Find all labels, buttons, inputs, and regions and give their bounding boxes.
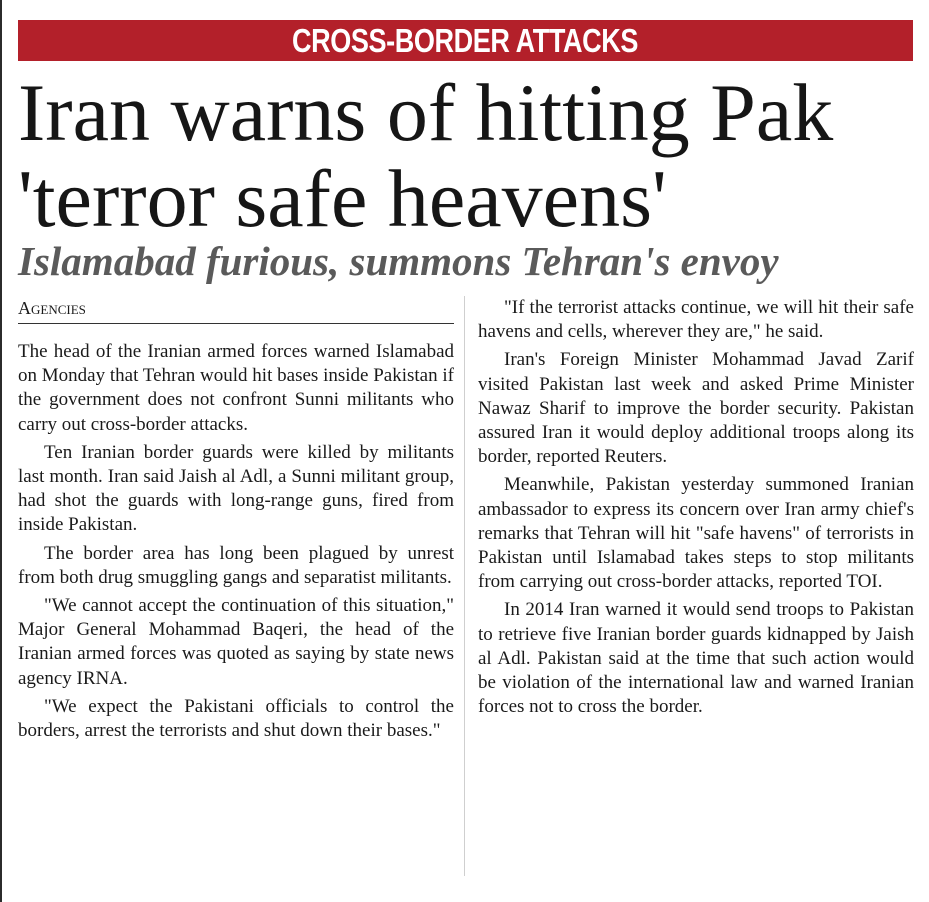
article-column-left (18, 340, 454, 747)
page-edge-rule (0, 0, 2, 902)
headline-line-1: Iran warns of hitting Pak (18, 67, 834, 158)
subheadline: Islamabad furious, summons Tehran's envoy (18, 238, 779, 284)
paragraph: The border area has long been plagued by unrest from both drug smuggling gangs and separatist militants. (18, 542, 454, 588)
headline-line-2: 'terror safe heavens' (18, 153, 667, 244)
article-column-right (478, 296, 914, 723)
paragraph: Meanwhile, Pakistan yesterday summoned Iranian ambassador to express its concern over Iran army chief's remarks that Tehran will hit "safe havens" of terrorists in Pakistan until Islamabad takes steps to stop militants from carrying out cross-border attacks, reported TOI. (478, 474, 914, 593)
paragraph: "We expect the Pakistani officials to control the borders, arrest the terrorists and shut down their bases." (18, 695, 454, 742)
paragraph: Iran's Foreign Minister Mohammad Javad Zarif visited Pakistan last week and asked Prime Minister Nawaz Sharif to improve the border security. Pakistan assured Iran it would deploy additional troops along its border, reported Reuters. (478, 349, 914, 468)
column-divider (464, 296, 465, 876)
section-kicker-banner (18, 20, 913, 61)
kicker-text: CROSS-BORDER ATTACKS (292, 22, 639, 59)
paragraph: The head of the Iranian armed forces warned Islamabad on Monday that Tehran would hit bases inside Pakistan if the government does not confront Sunni militants who carry out cross-border attacks. (18, 341, 454, 435)
paragraph: "We cannot accept the continuation of this situation," Major General Mohammad Baqeri, the head of the Iranian armed forces was quoted as saying by state news agency IRNA. (18, 595, 454, 689)
paragraph: Ten Iranian border guards were killed by militants last month. Iran said Jaish al Adl, a Sunni militant group, had shot the guards with long-range guns, fired from inside Pakistan. (18, 441, 454, 536)
paragraph: In 2014 Iran warned it would send troops to Pakistan to retrieve five Iranian border guards kidnapped by Jaish al Adl. Pakistan said at the time that such action would be violation of the international law and warned Iranian forces not to cross the border. (478, 599, 914, 718)
byline: Agencies (18, 296, 454, 324)
paragraph: "If the terrorist attacks continue, we will hit their safe havens and cells, wherever they are," he said. (478, 297, 914, 343)
headline (18, 67, 923, 244)
